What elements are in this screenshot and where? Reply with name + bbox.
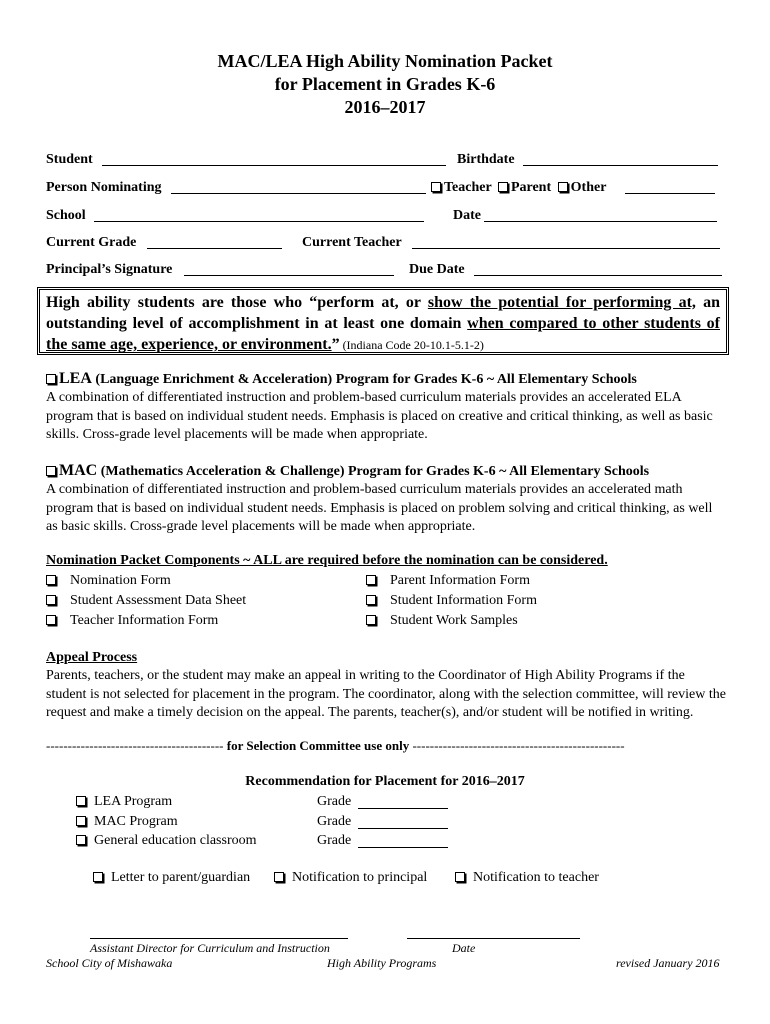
- program-checkbox[interactable]: [76, 796, 86, 806]
- date-label: Date: [453, 208, 481, 223]
- birthdate-label: Birthdate: [457, 152, 515, 167]
- committee-divider: [46, 737, 726, 755]
- notification-label: Notification to principal: [292, 870, 428, 885]
- component-label: Nomination Form: [70, 573, 171, 588]
- document-title: MAC/LEA High Ability Nomination Packet: [217, 51, 553, 71]
- component-item: [366, 612, 518, 630]
- birthdate-field[interactable]: [523, 151, 718, 166]
- teacher-checkbox[interactable]: [431, 182, 441, 192]
- definition-text-5: ”: [331, 336, 340, 353]
- grade-field[interactable]: [358, 833, 448, 848]
- nominator-type-group: [431, 179, 606, 197]
- lea-checkbox[interactable]: [46, 374, 56, 384]
- definition-citation: (Indiana Code 20-10.1-5.1-2): [339, 338, 484, 352]
- definition-text-4: when compared to other students of the same age, experience, or environment.: [46, 315, 721, 353]
- component-checkbox[interactable]: [366, 595, 376, 605]
- assistant-director-label: Assistant Director for Curriculum and Instruction: [90, 941, 330, 955]
- divider-dashes-right: -------------------------------------------------: [409, 738, 625, 753]
- mac-heading-text: (Mathematics Acceleration & Challenge) Program for Grades K-6 ~ All Elementary Schools: [97, 464, 650, 479]
- component-label: Student Work Samples: [390, 613, 518, 628]
- document-year: 2016–2017: [344, 97, 426, 117]
- divider-dashes-left: -----------------------------------------: [46, 738, 227, 753]
- grade-field[interactable]: [358, 794, 448, 809]
- recommendation-title: Recommendation for Placement for 2016–2017: [245, 774, 525, 789]
- mac-description: A combination of differentiated instruction and problem-based curriculum materials provides an accelerated math program that is based on individual student needs. Emphasis is placed on problem solving and critical thinking, as well as basic skills. Cross-grade level placements will be made when appropriate.: [46, 482, 713, 535]
- program-checkbox[interactable]: [76, 816, 86, 826]
- program-option: [76, 832, 257, 850]
- lea-section: [46, 370, 726, 445]
- notification-checkbox[interactable]: [274, 872, 284, 882]
- definition-box: [37, 287, 729, 355]
- program-option: [76, 793, 172, 811]
- appeal-description: Parents, teachers, or the student may make an appeal in writing to the Coordinator of High Ability Programs if the student is not selected for placement in the program. The coordinator, along with the selection committee, will review the request and make a timely decision on the appeal. The parents, teacher(s), and/or student will be notified in writing.: [46, 668, 726, 721]
- school-label: School: [46, 208, 86, 223]
- component-item: [366, 592, 537, 610]
- date-field[interactable]: [484, 207, 717, 222]
- grade-field[interactable]: [358, 814, 448, 829]
- component-label: Parent Information Form: [390, 573, 530, 588]
- notification-option: [455, 869, 599, 887]
- parent-option-label: Parent: [510, 180, 552, 195]
- component-checkbox[interactable]: [366, 615, 376, 625]
- person-nominating-label: Person Nominating: [46, 180, 162, 195]
- notification-checkbox[interactable]: [455, 872, 465, 882]
- grade-label: Grade: [317, 814, 352, 829]
- person-nominating-field[interactable]: [171, 179, 426, 194]
- component-checkbox[interactable]: [46, 615, 56, 625]
- grade-label: Grade: [317, 794, 352, 809]
- notification-option: [93, 869, 250, 887]
- mac-prefix: MAC: [59, 462, 98, 479]
- other-option-label: Other: [570, 180, 607, 195]
- appeal-section: [46, 649, 726, 723]
- school-field[interactable]: [94, 207, 424, 222]
- lea-description: A combination of differentiated instruction and problem-based curriculum materials provides an accelerated ELA program that is based on individual student needs. Emphasis is placed on creative and critical thinking, as well as basic skills. Cross-grade level placements will be made when appropriate.: [46, 390, 713, 443]
- teacher-option-label: Teacher: [444, 180, 492, 195]
- assistant-director-signature-line[interactable]: [90, 938, 348, 939]
- component-checkbox[interactable]: [46, 595, 56, 605]
- notification-label: Notification to teacher: [473, 870, 599, 885]
- student-label: Student: [46, 152, 93, 167]
- footer-programs: High Ability Programs: [327, 956, 437, 970]
- current-grade-field[interactable]: [147, 234, 282, 249]
- due-date-label: Due Date: [409, 262, 465, 277]
- lea-prefix: LEA: [59, 370, 92, 387]
- current-grade-label: Current Grade: [46, 235, 137, 250]
- grade-label: Grade: [317, 833, 352, 848]
- definition-text-1: High ability students are those who “perform at, or: [46, 294, 428, 311]
- signature-date-line[interactable]: [407, 938, 580, 939]
- footer-revised: revised January 2016: [616, 956, 720, 970]
- notification-option: [274, 869, 427, 887]
- lea-heading-text: (Language Enrichment & Acceleration) Program for Grades K-6 ~ All Elementary Schools: [91, 372, 637, 387]
- component-checkbox[interactable]: [46, 575, 56, 585]
- current-teacher-field[interactable]: [412, 234, 720, 249]
- notification-label: Letter to parent/guardian: [111, 870, 251, 885]
- mac-section: [46, 462, 726, 537]
- component-label: Teacher Information Form: [70, 613, 219, 628]
- program-checkbox[interactable]: [76, 835, 86, 845]
- program-label: LEA Program: [94, 794, 173, 809]
- parent-checkbox[interactable]: [498, 182, 508, 192]
- student-field[interactable]: [102, 151, 446, 166]
- due-date-field[interactable]: [474, 261, 722, 276]
- program-label: General education classroom: [94, 833, 257, 848]
- principal-signature-field[interactable]: [184, 261, 394, 276]
- mac-checkbox[interactable]: [46, 466, 56, 476]
- program-option: [76, 813, 178, 831]
- component-item: [46, 612, 218, 630]
- component-label: Student Assessment Data Sheet: [70, 593, 247, 608]
- lea-heading: [46, 370, 726, 389]
- current-teacher-label: Current Teacher: [302, 235, 402, 250]
- component-label: Student Information Form: [390, 593, 537, 608]
- definition-text-3: an outstanding level of accomplishment in at least one domain: [46, 294, 721, 332]
- other-field[interactable]: [625, 179, 715, 194]
- signature-date-label: Date: [452, 941, 476, 955]
- mac-heading: [46, 462, 726, 481]
- other-checkbox[interactable]: [558, 182, 568, 192]
- footer-school-city: School City of Mishawaka: [46, 956, 173, 970]
- document-subtitle: for Placement in Grades K-6: [274, 74, 496, 94]
- component-item: [46, 572, 171, 590]
- component-checkbox[interactable]: [366, 575, 376, 585]
- component-item: [46, 592, 246, 610]
- component-item: [366, 572, 530, 590]
- definition-text-2: show the potential for performing at,: [427, 294, 696, 311]
- committee-label: for Selection Committee use only: [226, 738, 410, 753]
- appeal-heading: Appeal Process: [46, 650, 138, 665]
- notification-checkbox[interactable]: [93, 872, 103, 882]
- program-label: MAC Program: [94, 814, 178, 829]
- principal-signature-label: Principal’s Signature: [46, 262, 173, 277]
- components-heading: Nomination Packet Components ~ ALL are required before the nomination can be considered.: [46, 553, 608, 568]
